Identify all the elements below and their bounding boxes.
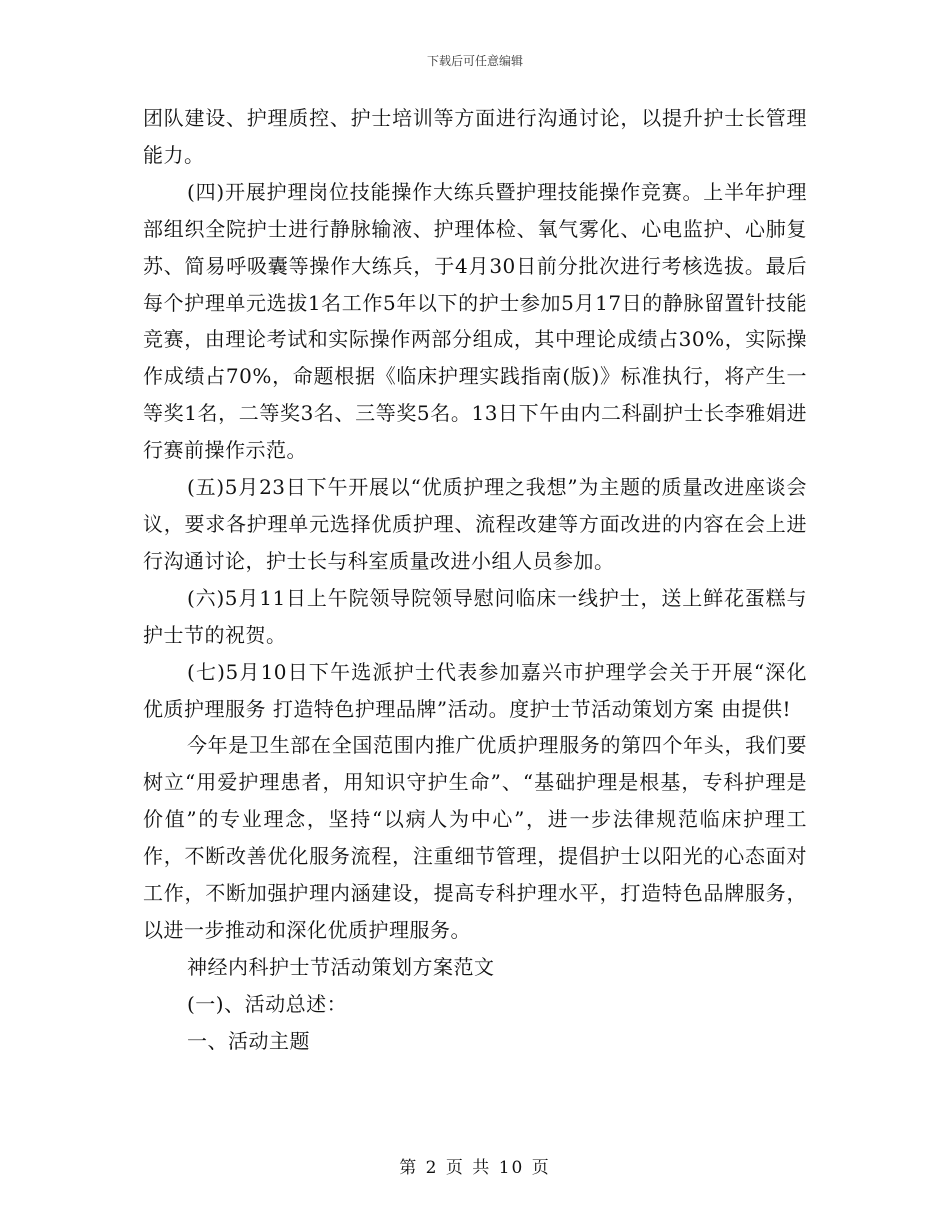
document-body <box>143 100 807 1060</box>
body-paragraph: (七)5月10日下午选派护士代表参加嘉兴市护理学会关于开展“深化优质护理服务 打造特色护理品牌”活动。度护士节活动策划方案 由提供! <box>143 659 807 721</box>
page-header-note: 下载后可任意编辑 <box>426 54 523 68</box>
body-paragraph: 今年是卫生部在全国范围内推广优质护理服务的第四个年头，我们要树立“用爱护理患者，用知识守护生命”、“基础护理是根基，专科护理是价值”的专业理念，坚持“以病人为中心”，进一步法律规范临床护理工作，不断改善优化服务流程，注重细节管理，提倡护士以阳光的心态面对工作，不断加强护理内涵建设，提高专科护理水平，打造特色品牌服务，以进一步推动和深化优质护理服务。 <box>143 733 807 942</box>
body-paragraph: (五)5月23日下午开展以“优质护理之我想”为主题的质量改进座谈会议，要求各护理单元选择优质护理、流程改建等方面改进的内容在会上进行沟通讨论，护士长与科室质量改进小组人员参加。 <box>143 475 807 573</box>
body-paragraph: 团队建设、护理质控、护士培训等方面进行沟通讨论，以提升护士长管理能力。 <box>143 106 807 167</box>
page-number-footer: 第 2 页 共 10 页 <box>399 1158 551 1178</box>
body-paragraph: (一)、活动总述： <box>187 991 348 1016</box>
body-paragraph: (四)开展护理岗位技能操作大练兵暨护理技能操作竞赛。上半年护理部组织全院护士进行静脉输液、护理体检、氧气雾化、心电监护、心肺复苏、简易呼吸囊等操作大练兵，于4月30日前分批次进行考核选拔。最后每个护理单元选拔1名工作5年以下的护士参加5月17日的静脉留置针技能竞赛，由理论考试和实际操作两部分组成，其中理论成绩占30%，实际操作成绩占70%，命题根据《临床护理实践指南(版)》标准执行，将产生一等奖1名，二等奖3名、三等奖5名。13日下午由内二科副护士长李雅娟进行赛前操作示范。 <box>143 179 807 463</box>
body-paragraph: 一、活动主题 <box>187 1028 310 1053</box>
body-paragraph: 神经内科护士节活动策划方案范文 <box>187 954 495 979</box>
body-paragraph: (六)5月11日上午院领导院领导慰问临床一线护士，送上鲜花蛋糕与护士节的祝贺。 <box>143 585 807 647</box>
